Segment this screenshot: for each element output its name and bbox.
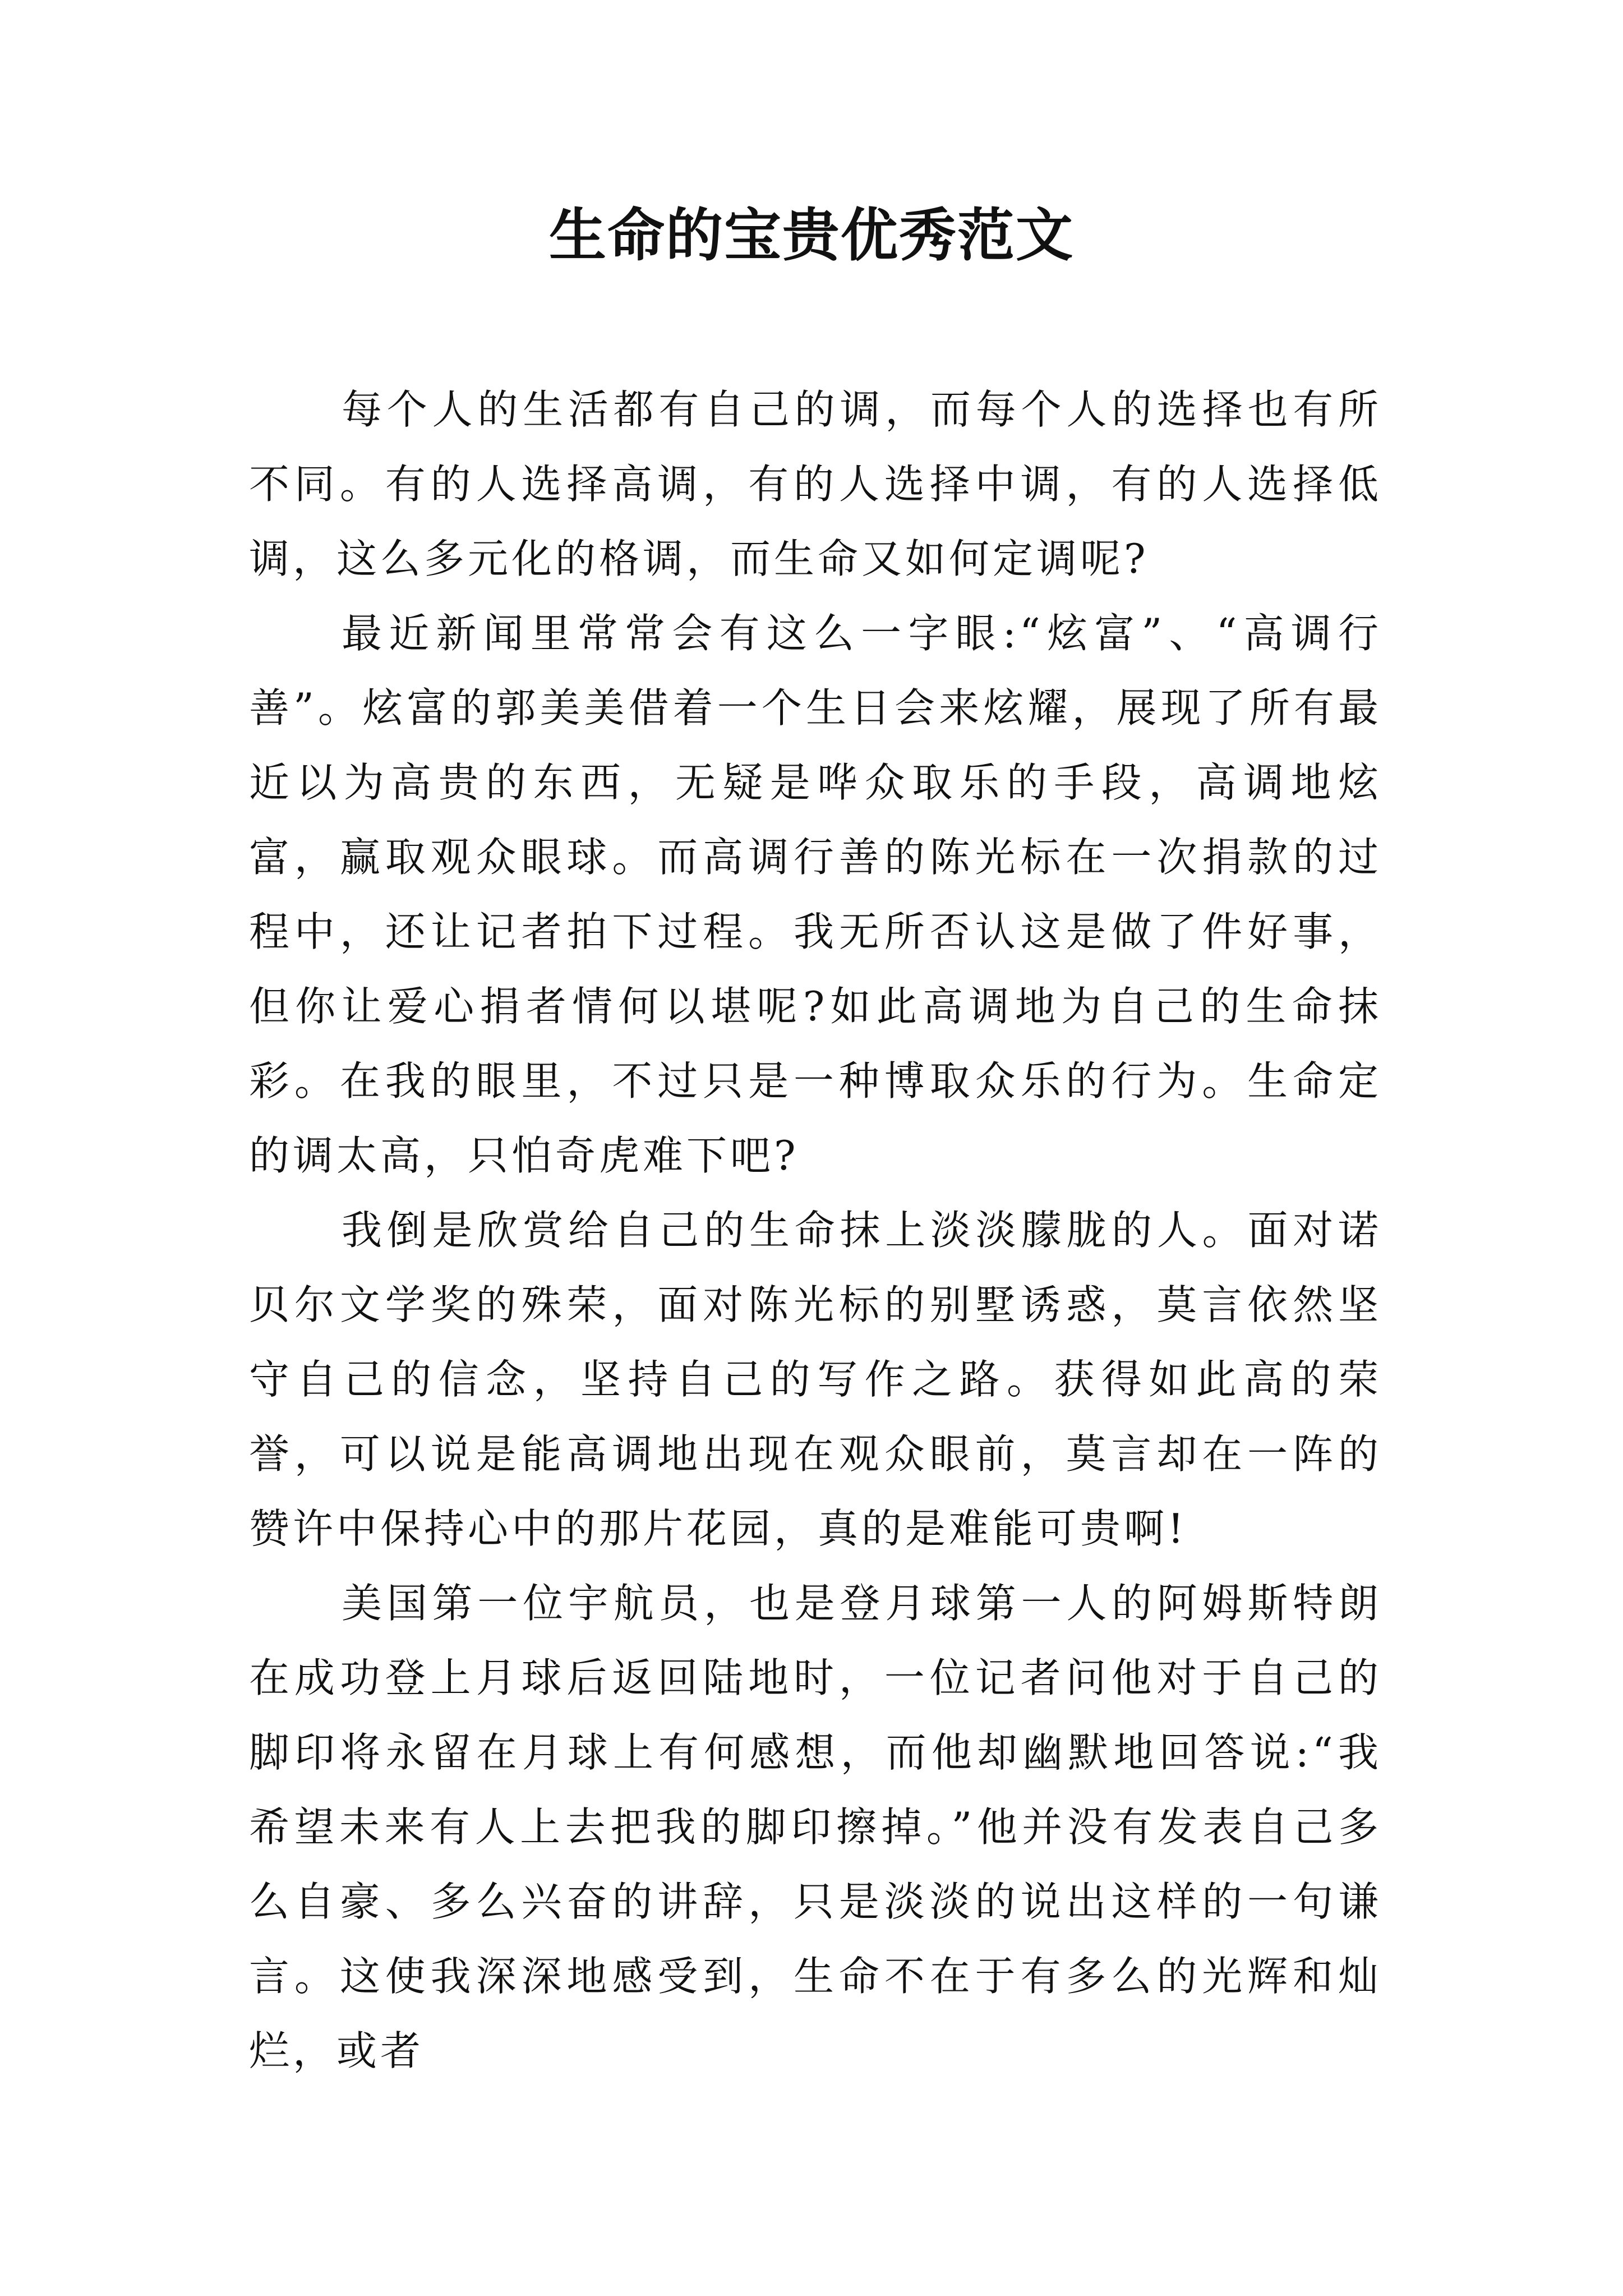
document-title: 生命的宝贵优秀范文 (549, 202, 1074, 269)
document-body (249, 372, 1382, 2088)
paragraph-4: 美国第一位宇航员，也是登月球第一人的阿姆斯特朗在成功登上月球后返回陆地时，一位记者问他对于自己的脚印将永留在月球上有何感想，而他却幽默地回答说:“我希望未来有人上去把我的脚印擦掉。”他并没有发表自己多么自豪、多么兴奋的讲辞，只是淡淡的说出这样的一句谦言。这使我深深地感受到，生命不在于有多么的光辉和灿烂，或者 (249, 1580, 1382, 2074)
paragraph-3: 我倒是欣赏给自己的生命抹上淡淡朦胧的人。面对诺贝尔文学奖的殊荣，面对陈光标的别墅诱惑，莫言依然坚守自己的信念，坚持自己的写作之路。获得如此高的荣誉，可以说是能高调地出现在观众眼前，莫言却在一阵的赞许中保持心中的那片花园，真的是难能可贵啊! (249, 1207, 1382, 1552)
paragraph-1: 每个人的生活都有自己的调，而每个人的选择也有所不同。有的人选择高调，有的人选择中调，有的人选择低调，这么多元化的格调，而生命又如何定调呢? (249, 386, 1382, 582)
paragraph-2: 最近新闻里常常会有这么一字眼:“炫富”、“高调行善”。炫富的郭美美借着一个生日会来炫耀，展现了所有最近以为高贵的东西，无疑是哗众取乐的手段，高调地炫富，赢取观众眼球。而高调行善的陈光标在一次捐款的过程中，还让记者拍下过程。我无所否认这是做了件好事，但你让爱心捐者情何以堪呢?如此高调地为自己的生命抹彩。在我的眼里，不过只是一种博取众乐的行为。生命定的调太高，只怕奇虎难下吧? (249, 610, 1382, 1179)
